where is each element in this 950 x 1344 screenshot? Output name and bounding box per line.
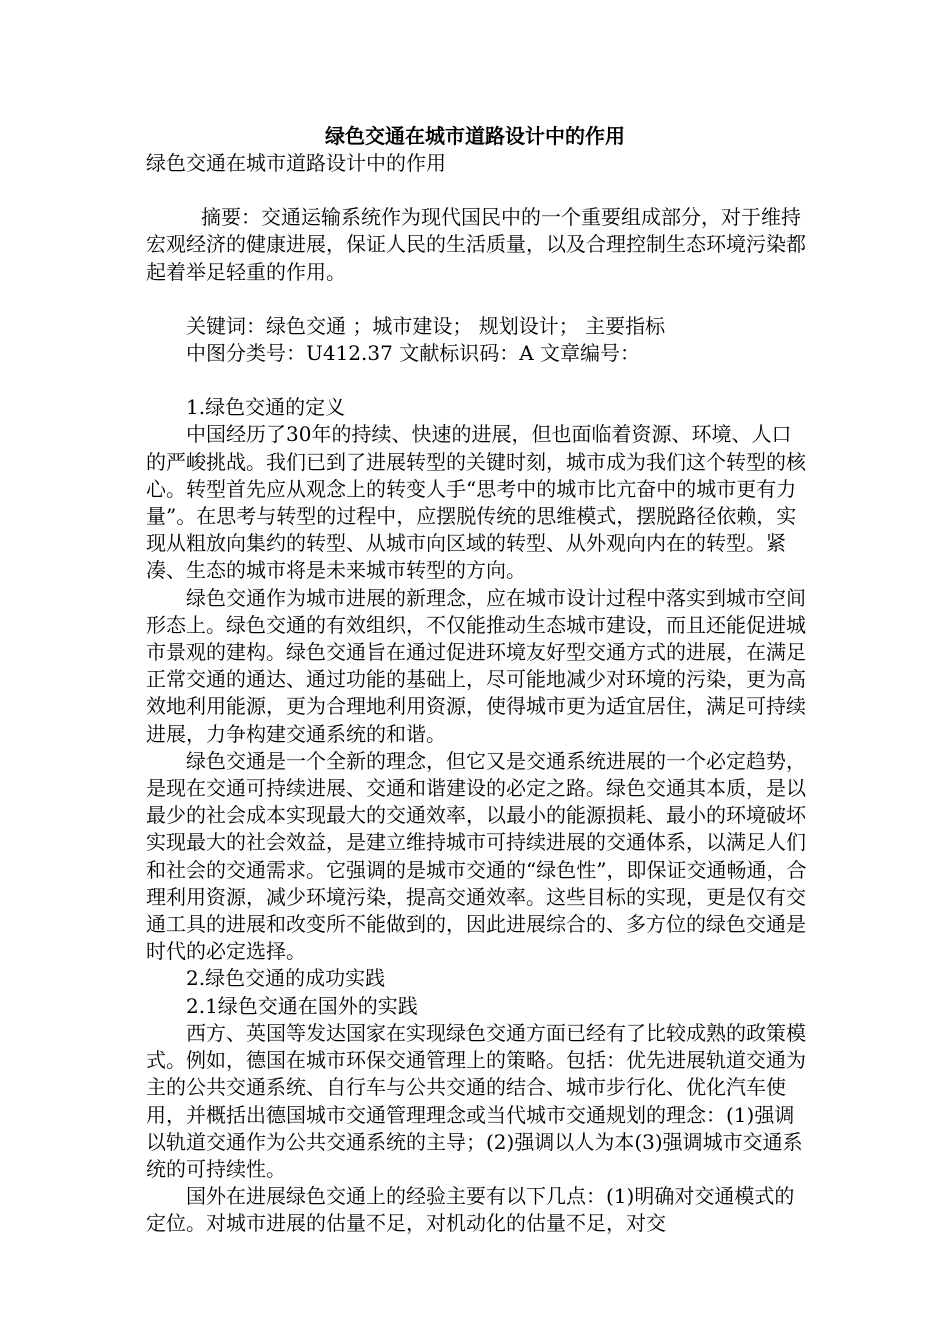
classification-line: 中图分类号：U412.37 文献标识码：A 文章编号： (186, 341, 640, 366)
paragraph-5: 国外在进展绿色交通上的经验主要有以下几点：(1)明确对交通模式的定位。对城市进展的估量不足，对机动化的估量不足，对交 (146, 1184, 795, 1236)
abstract-paragraph: 摘要：交通运输系统作为现代国民中的一个重要组成部分，对于维持宏观经济的健康进展，保证人民的生活质量，以及合理控制生态环境污染都起着举足轻重的作用。 (146, 205, 806, 284)
paragraph-3: 绿色交通是一个全新的理念，但它又是交通系统进展的一个必定趋势，是现在交通可持续进展、交通和谐建设的必定之路。绿色交通其本质，是以最少的社会成本实现最大的交通效率，以最小的能源损耗、最小的环境破坏实现最大的社会效益，是建立维持城市可持续进展的交通体系，以满足人们和社会的交通需求。它强调的是城市交通的“绿色性”，即保证交通畅通，合理利用资源，减少环境污染，提高交通效率。这些目标的实现，更是仅有交通工具的进展和改变所不能做到的，因此进展综合的、多方位的绿色交通是时代的必定选择。 (146, 748, 807, 964)
document-subtitle: 绿色交通在城市道路设计中的作用 (146, 151, 446, 175)
section-heading-1: 1.绿色交通的定义 (186, 395, 346, 420)
keywords-line: 关键词：绿色交通 ；城市建设； 规划设计； 主要指标 (186, 313, 666, 338)
paragraph-2: 绿色交通作为城市进展的新理念，应在城市设计过程中落实到城市空间形态上。绿色交通的有效组织，不仅能推动生态城市建设，而且还能促进城市景观的建构。绿色交通旨在通过促进环境友好型交通方式的进展，在满足正常交通的通达、通过功能的基础上，尽可能地减少对环境的污染，更为高效地利用能源，更为合理地利用资源，使得城市更为适宜居住，满足可持续进展，力争构建交通系统的和谐。 (146, 585, 806, 746)
paragraph-4: 西方、英国等发达国家在实现绿色交通方面已经有了比较成熟的政策模式。例如，德国在城市环保交通管理上的策略。包括：优先进展轨道交通为主的公共交通系统、自行车与公共交通的结合、城市步行化、优化汽车使用，并概括出德国城市交通管理理念或当代城市交通规划的理念：(1)强调以轨道交通作为公共交通系统的主导；(2)强调以人为本(3)强调城市交通系统的可持续性。 (146, 1020, 806, 1181)
document-body (146, 150, 810, 1238)
section-heading-2: 2.绿色交通的成功实践 (186, 966, 386, 991)
document-title: 绿色交通在城市道路设计中的作用 (325, 124, 625, 148)
section-heading-2-1: 2.1绿色交通在国外的实践 (186, 993, 418, 1018)
paragraph-1: 中国经历了30年的持续、快速的进展，但也面临着资源、环境、人口的严峻挑战。我们已到了进展转型的关键时刻，城市成为我们这个转型的核心。转型首先应从观念上的转变人手“思考中的城市比亢奋中的城市更有力量”。在思考与转型的过程中，应摆脱传统的思维模式，摆脱路径依赖，实现从粗放向集约的转型、从城市向区域的转型、从外观向内在的转型。紧凑、生态的城市将是未来城市转型的方向。 (146, 422, 806, 583)
